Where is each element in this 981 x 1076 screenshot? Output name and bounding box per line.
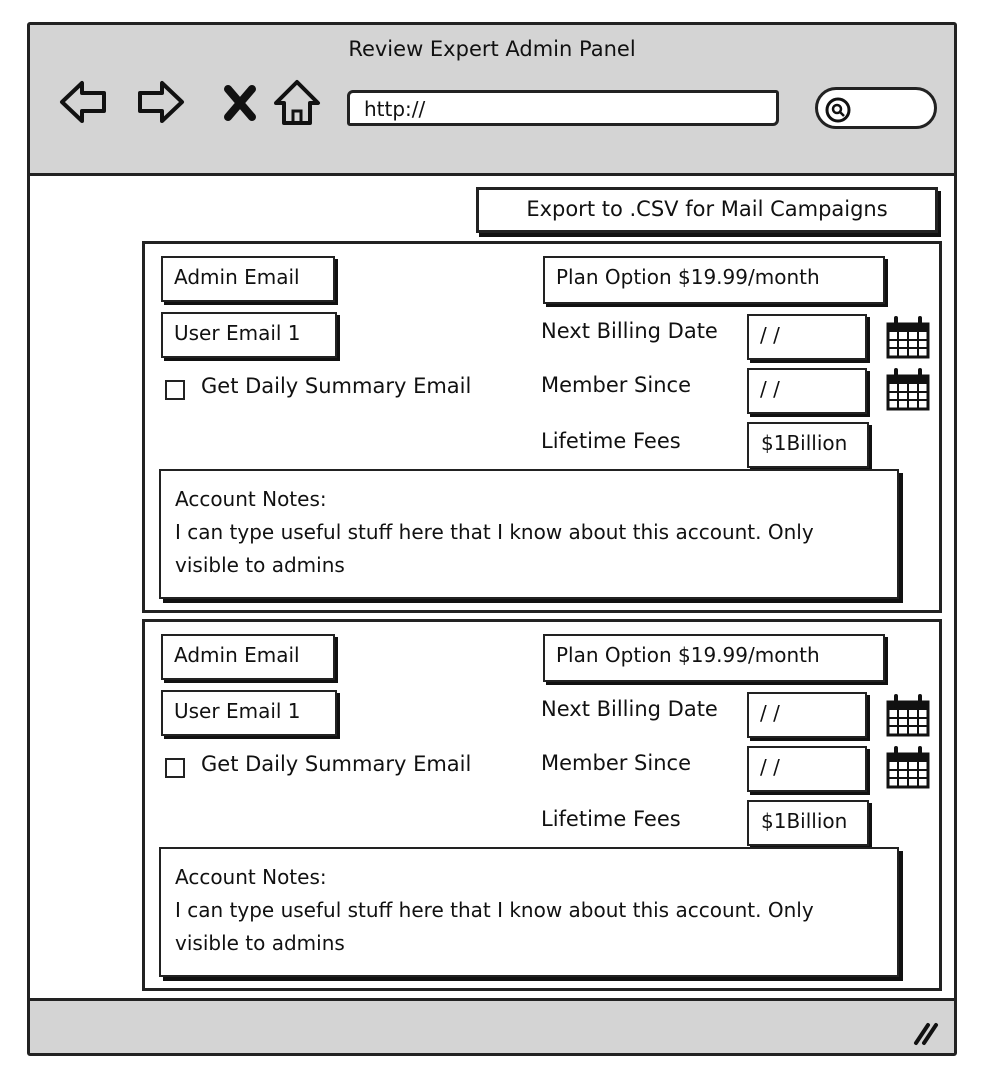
address-bar[interactable]: http://: [347, 90, 779, 126]
account-notes-textarea[interactable]: [159, 847, 899, 977]
daily-summary-checkbox[interactable]: [165, 758, 185, 778]
calendar-icon[interactable]: [885, 366, 931, 412]
search-icon: [824, 96, 852, 124]
account-card: [142, 241, 942, 613]
member-since-date-input[interactable]: / /: [747, 368, 867, 414]
close-icon[interactable]: [216, 77, 266, 127]
plan-option-select[interactable]: Plan Option $19.99/month: [543, 634, 885, 682]
notes-body: I can type useful stuff here that I know about this account. Only visible to admins: [175, 898, 814, 955]
next-billing-label: Next Billing Date: [541, 319, 718, 343]
next-billing-date-input[interactable]: / /: [747, 692, 867, 738]
notes-title: Account Notes:: [175, 487, 327, 511]
daily-summary-checkbox[interactable]: [165, 380, 185, 400]
plan-option-select[interactable]: Plan Option $19.99/month: [543, 256, 885, 304]
browser-window: [27, 22, 957, 1056]
member-since-date-input[interactable]: / /: [747, 746, 867, 792]
resize-grip-icon[interactable]: [910, 1017, 940, 1047]
member-since-label: Member Since: [541, 373, 691, 397]
export-csv-button[interactable]: Export to .CSV for Mail Campaigns: [476, 187, 938, 233]
member-since-label: Member Since: [541, 751, 691, 775]
status-bar: [30, 998, 954, 1053]
calendar-icon[interactable]: [885, 744, 931, 790]
calendar-icon[interactable]: [885, 692, 931, 738]
account-card: [142, 619, 942, 991]
lifetime-fees-label: Lifetime Fees: [541, 429, 681, 453]
daily-summary-label: Get Daily Summary Email: [201, 752, 472, 776]
notes-body: I can type useful stuff here that I know about this account. Only visible to admins: [175, 520, 814, 577]
admin-email-field[interactable]: Admin Email: [161, 256, 335, 302]
back-arrow-icon[interactable]: [58, 77, 108, 127]
search-input[interactable]: [815, 87, 937, 129]
user-email-field[interactable]: User Email 1: [161, 312, 337, 358]
next-billing-date-input[interactable]: / /: [747, 314, 867, 360]
daily-summary-label: Get Daily Summary Email: [201, 374, 472, 398]
user-email-field[interactable]: User Email 1: [161, 690, 337, 736]
window-title: Review Expert Admin Panel: [348, 37, 636, 61]
lifetime-fees-value: $1Billion: [747, 800, 869, 846]
home-icon[interactable]: [272, 77, 322, 127]
forward-arrow-icon[interactable]: [136, 77, 186, 127]
next-billing-label: Next Billing Date: [541, 697, 718, 721]
account-notes-textarea[interactable]: [159, 469, 899, 599]
lifetime-fees-value: $1Billion: [747, 422, 869, 468]
notes-title: Account Notes:: [175, 865, 327, 889]
lifetime-fees-label: Lifetime Fees: [541, 807, 681, 831]
admin-email-field[interactable]: Admin Email: [161, 634, 335, 680]
browser-toolbar: [30, 25, 954, 176]
calendar-icon[interactable]: [885, 314, 931, 360]
